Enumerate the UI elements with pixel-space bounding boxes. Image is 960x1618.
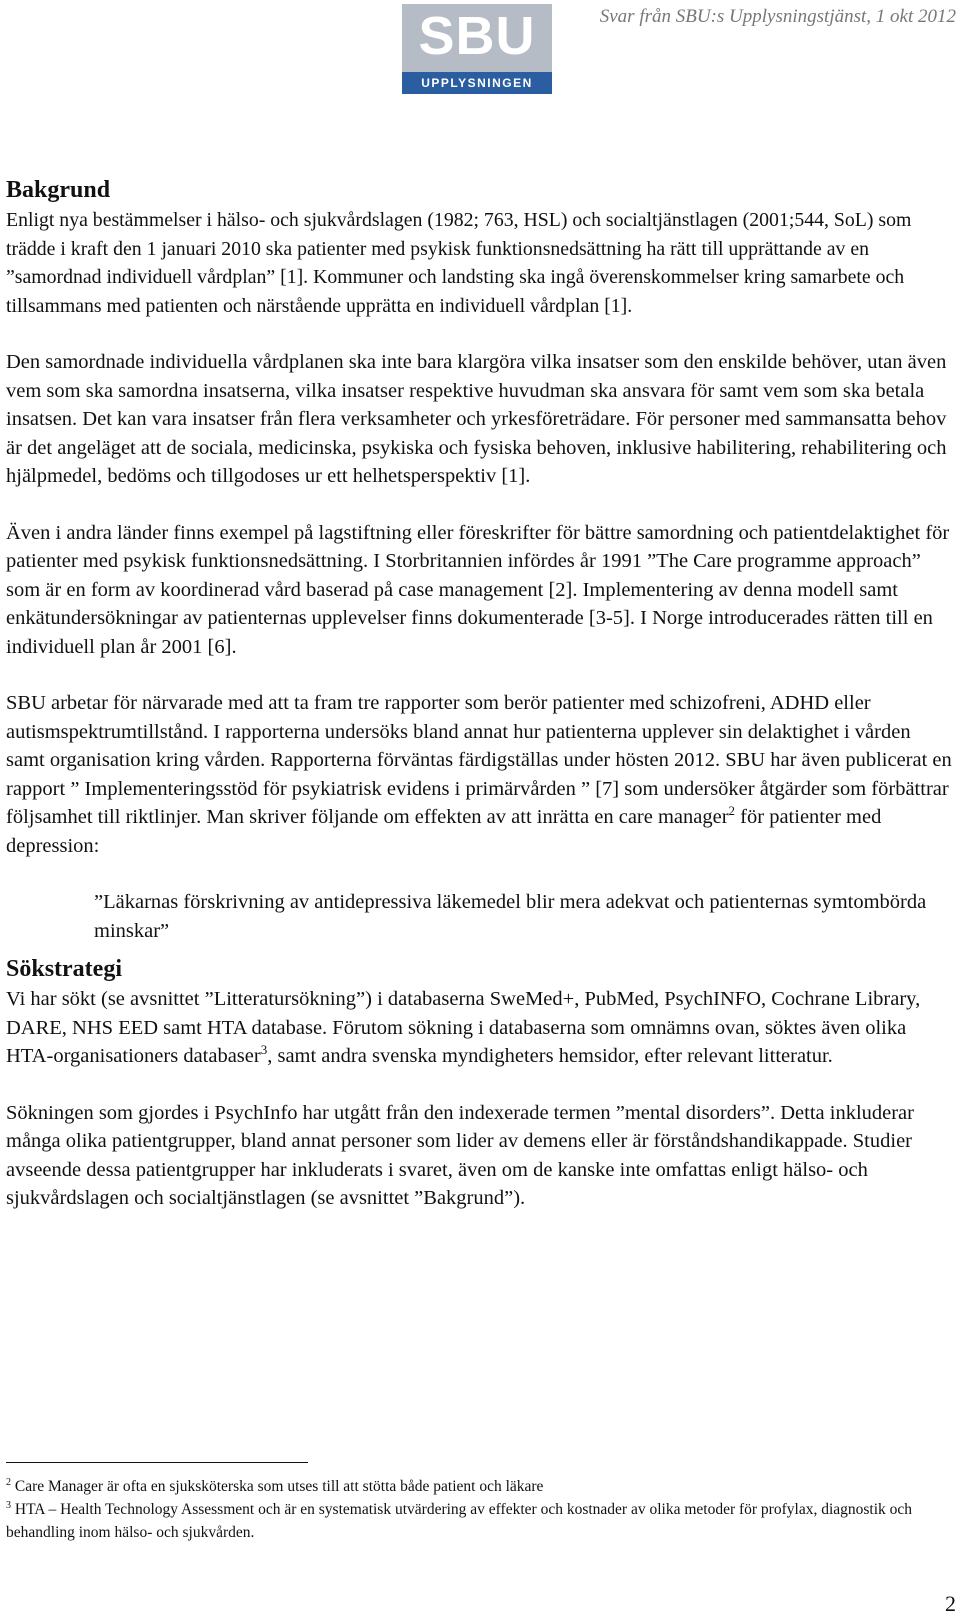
footnote-text: HTA – Health Technology Assessment och är en systematisk utvärdering av effekter och kostnader av olika metoder för profylax, diagnostik och behandling inom hälso- och sjukvården.: [6, 1501, 913, 1541]
footnote-number: 3: [6, 1499, 11, 1511]
footnote-item: [6, 1475, 954, 1498]
logo-sub-text: UPPLYSNINGEN: [402, 72, 552, 94]
paragraph-bakgrund-4-text-a: SBU arbetar för närvarade med att ta fram tre rapporter som berör patienter med schizofreni, ADHD eller autismspektrumtillstånd. I rapporterna undersöks bland annat hur patienterna upplever sin delaktighet i vården samt organisation kring vården. Rapporterna förväntas färdigställas under hösten 2012. SBU har även publicerat en rapport ” Implementeringsstöd för psykiatrisk evidens i primärvården ” [7] som undersöker åtgärder som förbättrar följsamhet till riktlinjer. Man skriver följande om effekten av att inrätta en care manager: [6, 692, 952, 828]
paragraph-bakgrund-4-text-b: för patienter med depression:: [6, 806, 882, 857]
paragraph-sokstrategi-1: [6, 985, 954, 1071]
heading-bakgrund: Bakgrund: [6, 177, 111, 203]
quote-block: ”Läkarnas förskrivning av antidepressiva läkemedel blir mera adekvat och patienternas symtombörda minskar”: [94, 891, 927, 942]
header-note: Svar från SBU:s Upplysningstjänst, 1 okt 2012: [599, 6, 956, 27]
paragraph-sokstrategi-1-text-b: , samt andra svenska myndigheters hemsidor, efter relevant litteratur.: [267, 1045, 833, 1067]
footnote-text: Care Manager är ofta en sjuksköterska som utses till att stötta både patient och läkare: [11, 1478, 544, 1495]
paragraph-sokstrategi-1-text-a: Vi har sökt (se avsnittet ”Litteratursökning”) i databaserna SweMed+, PubMed, PsychINFO, Cochrane Library, DARE, NHS EED samt HTA database. Förutom sökning i databaserna som omnämns ovan, söktes även olika HTA-organisationers databaser: [6, 988, 921, 1067]
paragraph-bakgrund-4: [6, 689, 954, 860]
page-number: 2: [945, 1591, 956, 1616]
document-body: [6, 174, 954, 1213]
paragraph-bakgrund-3: Även i andra länder finns exempel på lagstiftning eller föreskrifter för bättre samordning och patientdelaktighet för patienter med psykisk funktionsnedsättning. I Storbritannien infördes år 1991 ”The Care programme approach” som är en form av koordinerad vård baserad på case management [2]. Implementering av denna modell samt enkätundersökningar av patienternas upplevelser finns dokumenterade [3-5]. I Norge introducerades rätten till en individuell plan år 2001 [6].: [6, 521, 950, 658]
paragraph-sokstrategi-2: Sökningen som gjordes i PsychInfo har utgått från den indexerade termen ”mental disorders”. Detta inkluderar många olika patientgrupper, bland annat personer som lider av demens eller är förståndshandikappade. Studier avseende dessa patientgrupper har inkluderats i svaret, även om de kanske inte omfattas enligt hälso- och sjukvårdslagen och socialtjänstlagen (se avsnittet ”Bakgrund”).: [6, 1101, 914, 1209]
footnote-ref-3: 3: [260, 1042, 268, 1058]
paragraph-bakgrund-2: Den samordnade individuella vårdplanen ska inte bara klargöra vilka insatser som den enskilde behöver, utan även vem som ska samordna insatserna, vilka insatser respektive huvudman ska ansvara för samt vem som ska betala insatsen. Det kan vara insatser från flera verksamheter och yrkesföreträdare. För personer med sammansatta behov är det angeläget att de sociala, medicinska, psykiska och fysiska behoven, inklusive habilitering, rehabilitering och hjälpmedel, bedöms och tillgodoses ur ett helhetsperspektiv [1].: [6, 351, 947, 487]
heading-sokstrategi: Sökstrategi: [6, 956, 122, 982]
paragraph-bakgrund-1: Enligt nya bestämmelser i hälso- och sjukvårdslagen (1982; 763, HSL) och socialtjänstlagen (2001;544, SoL) som trädde i kraft den 1 januari 2010 ska patienter med psykisk funktionsnedsättning ha rätt till upprättande av en ”samordnad individuell vårdplan” [1]. Kommuner och landsting ska ingå överenskommelser kring samarbete och tillsammans med patienten och närstående upprätta en individuell vårdplan [1].: [6, 209, 912, 317]
sbu-logo: [402, 4, 552, 94]
footnote-ref-2: 2: [728, 803, 736, 819]
footnotes: [6, 1475, 954, 1544]
footnote-number: 2: [6, 1476, 11, 1488]
logo-main-text: SBU: [418, 6, 536, 66]
footnote-divider: [6, 1462, 308, 1463]
footnote-item: [6, 1498, 954, 1544]
